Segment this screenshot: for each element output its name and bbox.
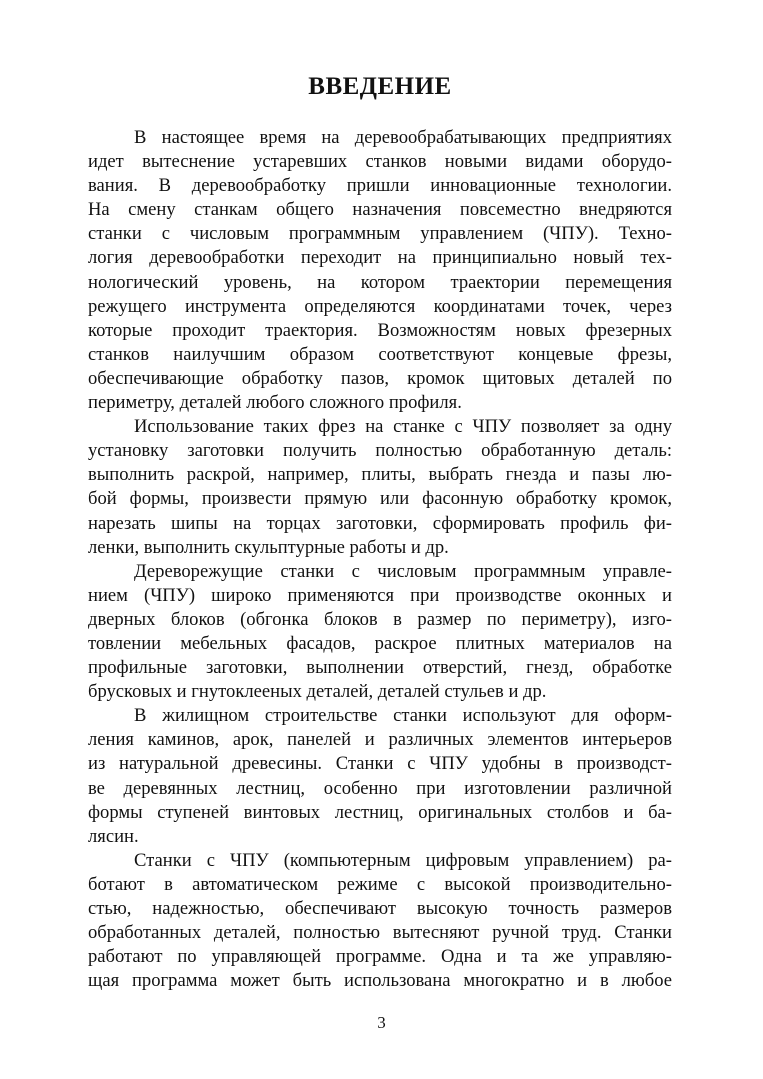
text-line: логия деревообработки переходит на принципиально новый тех- bbox=[88, 247, 672, 269]
paragraph bbox=[88, 126, 672, 415]
text-line: ления каминов, арок, панелей и различных элементов интерьеров bbox=[88, 729, 672, 751]
text-line: В настоящее время на деревообрабатывающих предприятиях bbox=[134, 127, 672, 148]
text-line: которые проходит траектория. Возможностям новых фрезерных bbox=[88, 319, 672, 341]
text-line: нарезать шипы на торцах заготовки, сформировать профиль фи- bbox=[88, 512, 672, 534]
text-line: лясин. bbox=[88, 825, 139, 847]
text-line: На смену станкам общего назначения повсеместно внедряются bbox=[88, 199, 672, 221]
text-line: нологический уровень, на котором траектории перемещения bbox=[88, 271, 672, 293]
text-line: брусковых и гнутоклееных деталей, деталей стульев и др. bbox=[88, 681, 547, 703]
text-line: из натуральной древесины. Станки с ЧПУ удобны в производст- bbox=[88, 753, 672, 775]
text-line: Дереворежущие станки с числовым программным управле- bbox=[134, 560, 672, 582]
text-line: периметру, деталей любого сложного профиля. bbox=[88, 392, 462, 414]
text-line: товлении мебельных фасадов, раскрое плитных материалов на bbox=[88, 632, 672, 654]
text-line: обеспечивающие обработку пазов, кромок щитовых деталей по bbox=[88, 367, 672, 389]
text-line: ботают в автоматическом режиме с высокой производительно- bbox=[88, 873, 672, 895]
text-line: щая программа может быть использована многократно и в любое bbox=[88, 970, 672, 992]
text-line: Использование таких фрез на станке с ЧПУ позволяет за одну bbox=[134, 416, 672, 438]
text-line: В жилищном строительстве станки используют для оформ- bbox=[134, 705, 672, 727]
paragraph bbox=[88, 415, 672, 560]
paragraph bbox=[88, 704, 672, 849]
text-line: идет вытеснение устаревших станков новыми видами оборудо- bbox=[88, 151, 672, 173]
text-line: ленки, выполнить скульптурные работы и др. bbox=[88, 536, 449, 558]
page-number: 3 bbox=[377, 1013, 386, 1032]
page-title: ВВЕДЕНИЕ bbox=[308, 73, 452, 100]
paragraph bbox=[88, 560, 672, 705]
text-line: бой формы, произвести прямую или фасонную обработку кромок, bbox=[88, 488, 672, 510]
text-line: работают по управляющей программе. Одна и та же управляю- bbox=[88, 946, 672, 968]
paragraph bbox=[88, 849, 672, 994]
text-line: нием (ЧПУ) широко применяются при производстве оконных и bbox=[88, 584, 672, 606]
text-line: режущего инструмента определяются координатами точек, через bbox=[88, 295, 672, 317]
text-line: станков наилучшим образом соответствуют концевые фрезы, bbox=[88, 343, 672, 365]
body-text bbox=[88, 126, 672, 993]
text-line: Станки с ЧПУ (компьютерным цифровым управлением) ра- bbox=[134, 849, 672, 871]
text-line: профильные заготовки, выполнении отверстий, гнезд, обработке bbox=[88, 657, 672, 679]
text-line: выполнить раскрой, например, плиты, выбрать гнезда и пазы лю- bbox=[88, 464, 672, 486]
text-line: станки с числовым программным управлением (ЧПУ). Техно- bbox=[88, 223, 672, 245]
text-line: установку заготовки получить полностью обработанную деталь: bbox=[88, 440, 672, 462]
text-line: обработанных деталей, полностью вытесняют ручной труд. Станки bbox=[88, 922, 672, 944]
text-line: стью, надежностью, обеспечивают высокую точность размеров bbox=[88, 898, 672, 919]
text-line: ве деревянных лестниц, особенно при изготовлении различной bbox=[88, 777, 672, 799]
text-line: дверных блоков (обгонка блоков в размер по периметру), изго- bbox=[88, 608, 672, 630]
text-line: формы ступеней винтовых лестниц, оригинальных столбов и ба- bbox=[88, 801, 672, 823]
text-line: вания. В деревообработку пришли инновационные технологии. bbox=[88, 175, 672, 197]
document-page bbox=[88, 70, 672, 993]
